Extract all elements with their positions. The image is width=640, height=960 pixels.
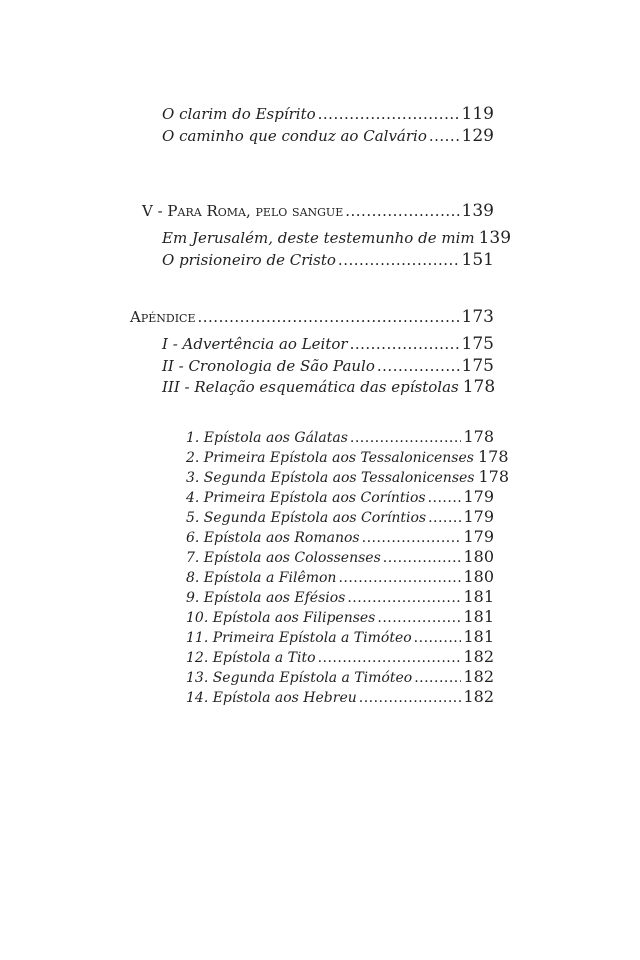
toc-entry-page: 182: [463, 667, 494, 686]
toc-entry-title: 7. Epístola aos Colossenses: [186, 550, 381, 566]
dot-leader: [318, 104, 460, 124]
dot-leader: [429, 126, 460, 146]
toc-entry-title: 12. Epístola a Tito: [186, 650, 316, 666]
dot-leader: [428, 488, 462, 508]
toc-entry-title: I - Advertência ao Leitor: [162, 335, 348, 353]
toc-entry-title: 6. Epístola aos Romanos: [186, 530, 360, 546]
toc-entry-page: 179: [463, 487, 494, 506]
toc-entry: [162, 126, 494, 146]
dot-leader: [359, 688, 462, 708]
toc-epistle-entry: [186, 647, 494, 667]
dot-leader: [428, 508, 461, 528]
toc-entry-title: II - Cronologia de São Paulo: [162, 357, 375, 375]
dot-leader: [414, 628, 462, 648]
toc-entry-title: O caminho que conduz ao Calvário: [162, 127, 427, 145]
toc-entry: [162, 356, 494, 376]
toc-entry-page: 175: [461, 356, 494, 376]
toc-entry-page: 129: [461, 126, 494, 146]
toc-entry-title: 9. Epístola aos Efésios: [186, 590, 346, 606]
toc-entry-page: 181: [463, 607, 494, 626]
toc-entry-page: 178: [463, 427, 494, 446]
toc-epistle-entry: [186, 587, 494, 607]
toc-appendix-title: Apéndice: [130, 308, 196, 326]
toc-entry-title: 13. Segunda Epístola a Timóteo: [186, 670, 413, 686]
dot-leader: [345, 201, 459, 221]
toc-epistle-entry: [186, 447, 509, 467]
toc-entry: [162, 377, 494, 397]
toc-entry-title: 1. Epístola aos Gálatas: [186, 430, 348, 446]
toc-epistle-entry: [186, 467, 510, 487]
dot-leader: [338, 568, 461, 588]
toc-entry: [162, 250, 494, 270]
toc-entry-page: 180: [463, 547, 494, 566]
toc-section-title: V - Para Roma, pelo sangue: [142, 202, 344, 220]
dot-leader: [350, 428, 462, 448]
toc-entry-page: 182: [463, 647, 494, 666]
toc-entry-page: 181: [463, 587, 494, 606]
toc-epistle-entry: [186, 607, 494, 627]
toc-entry-title: 2. Primeira Epístola aos Tessalonicenses: [186, 450, 474, 466]
toc-entry-page: 175: [461, 334, 494, 354]
toc-entry-page: 179: [463, 527, 494, 546]
toc-epistle-entry: [186, 547, 494, 567]
toc-epistle-entry: [186, 427, 494, 447]
dot-leader: [377, 356, 460, 376]
toc-entry-page: 179: [463, 507, 494, 526]
toc-entry-title: 3. Segunda Epístola aos Tessalonicenses: [186, 470, 475, 486]
toc-section-page: 139: [461, 201, 494, 221]
toc-entry-title: Em Jerusalém, deste testemunho de mim: [162, 229, 475, 247]
toc-entry-title: 5. Segunda Epístola aos Coríntios: [186, 510, 427, 526]
dot-leader: [318, 648, 462, 668]
dot-leader: [362, 528, 462, 548]
toc-entry-page: 178: [477, 447, 509, 466]
toc-entry-page: 139: [478, 228, 512, 248]
dot-leader: [414, 668, 461, 688]
dot-leader: [198, 307, 460, 327]
toc-appendix-entry: [130, 307, 494, 327]
toc-epistle-entry: [186, 667, 494, 687]
toc-epistle-entry: [186, 527, 494, 547]
toc-epistle-entry: [186, 687, 494, 707]
toc-entry-page: 119: [461, 104, 494, 124]
toc-epistle-entry: [186, 507, 494, 527]
toc-entry-title: O clarim do Espírito: [162, 105, 316, 123]
dot-leader: [383, 548, 462, 568]
toc-entry-page: 181: [463, 627, 494, 646]
toc-entry: [162, 104, 494, 124]
toc-entry: [162, 228, 512, 248]
toc-epistle-entry: [186, 487, 494, 507]
dot-leader: [377, 608, 461, 628]
toc-entry-title: 8. Epístola a Filêmon: [186, 570, 337, 586]
toc-entry-title: O prisioneiro de Cristo: [162, 251, 336, 269]
toc-epistle-entry: [186, 567, 494, 587]
toc-entry-page: 178: [462, 377, 496, 397]
toc-epistle-entry: [186, 627, 494, 647]
dot-leader: [347, 588, 461, 608]
toc-section-entry: [142, 201, 494, 221]
toc-entry-page: 180: [463, 567, 494, 586]
toc-entry-title: III - Relação esquemática das epístolas: [162, 378, 459, 396]
toc-entry-title: 14. Epístola aos Hebreu: [186, 690, 357, 706]
toc-entry-page: 178: [478, 467, 510, 486]
toc-entry-title: 11. Primeira Epístola a Timóteo: [186, 630, 412, 646]
toc-entry-title: 10. Epístola aos Filipenses: [186, 610, 376, 626]
toc-entry-page: 151: [461, 250, 494, 270]
dot-leader: [338, 250, 460, 270]
toc-entry: [162, 334, 494, 354]
toc-appendix-page: 173: [461, 307, 494, 327]
toc-entry-page: 182: [463, 687, 494, 706]
toc-entry-title: 4. Primeira Epístola aos Coríntios: [186, 490, 426, 506]
dot-leader: [350, 334, 460, 354]
